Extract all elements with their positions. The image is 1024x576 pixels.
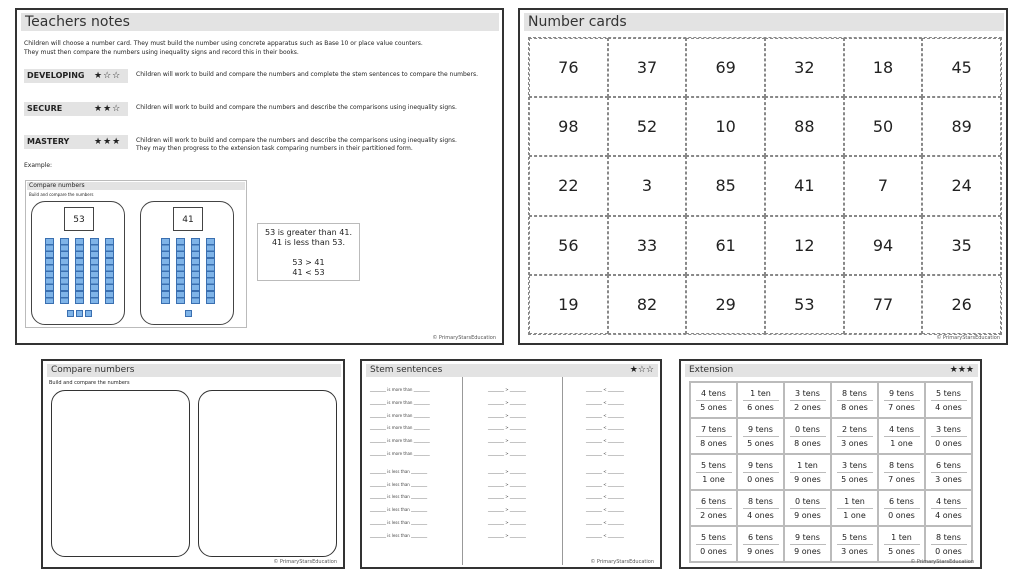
level-secure-desc: Children will work to build and compare the numbers and describe the comparisons using inequality signs. <box>136 104 457 111</box>
star-rating-icon: ★★★ <box>949 365 974 375</box>
extension-tens: 6 tens <box>936 460 961 470</box>
stem-greater-line: ________ > ________ <box>488 520 526 525</box>
extension-separator <box>743 472 779 473</box>
extension-ones: 9 ones <box>794 474 821 484</box>
extension-tens: 8 tens <box>889 460 914 470</box>
extension-grid <box>689 381 973 563</box>
tens-rod <box>60 238 69 304</box>
extension-separator <box>884 436 920 437</box>
extension-tens: 8 tens <box>842 388 867 398</box>
star-rating-icon: ★☆☆ <box>629 365 654 375</box>
extension-separator <box>837 400 873 401</box>
stem-column-less <box>586 377 656 565</box>
level-mastery <box>24 135 494 152</box>
number-card: 35 <box>922 216 1001 275</box>
extension-ones: 8 ones <box>794 438 821 448</box>
extension-panel <box>679 359 982 569</box>
extension-tens: 1 ten <box>844 496 865 506</box>
extension-card <box>690 454 737 490</box>
extension-tens: 0 tens <box>795 424 820 434</box>
stem-greater-line: ________ > ________ <box>488 387 526 392</box>
stem-sentence: ________ is less than ________ <box>370 532 428 538</box>
extension-separator <box>743 508 779 509</box>
extension-ones: 9 ones <box>794 510 821 520</box>
extension-separator <box>743 436 779 437</box>
number-card: 52 <box>608 97 687 156</box>
extension-separator <box>790 472 826 473</box>
extension-tens: 1 ten <box>891 532 912 542</box>
level-developing-desc: Children will work to build and compare the numbers and complete the stem sentences to compare the numbers. <box>136 71 478 78</box>
extension-ones: 3 ones <box>841 438 868 448</box>
extension-tens: 6 tens <box>889 496 914 506</box>
extension-ones: 1 one <box>843 510 866 520</box>
tens-rod <box>176 238 185 304</box>
extension-tens: 8 tens <box>748 496 773 506</box>
extension-ones: 0 ones <box>935 438 962 448</box>
extension-tens: 3 tens <box>795 388 820 398</box>
extension-separator <box>743 544 779 545</box>
number-card: 22 <box>529 156 608 215</box>
extension-card <box>925 454 972 490</box>
extension-card <box>690 418 737 454</box>
extension-tens: 9 tens <box>748 460 773 470</box>
extension-ones: 1 one <box>890 438 913 448</box>
extension-separator <box>931 472 967 473</box>
extension-card <box>784 454 831 490</box>
extension-ones: 7 ones <box>888 474 915 484</box>
statement: 53 > 41 <box>292 258 325 267</box>
stem-greater-line: ________ > ________ <box>488 507 526 513</box>
stem-sentence: ________ is more than ________ <box>370 451 430 456</box>
number-card: 3 <box>608 156 687 215</box>
extension-ones: 7 ones <box>888 402 915 412</box>
extension-tens: 7 tens <box>701 424 726 434</box>
ones-cube <box>76 310 83 317</box>
extension-card <box>784 526 831 562</box>
extension-tens: 6 tens <box>748 532 773 542</box>
extension-tens: 9 tens <box>748 424 773 434</box>
extension-tens: 2 tens <box>842 424 867 434</box>
stem-sentence: ________ is more than ________ <box>370 412 430 418</box>
number-card: 76 <box>529 38 608 97</box>
number-card: 41 <box>765 156 844 215</box>
stem-less-line: ________ < ________ <box>586 438 624 444</box>
extension-separator <box>931 400 967 401</box>
extension-card <box>831 490 878 526</box>
example-subtitle: Build and compare the numbers <box>29 192 94 197</box>
extension-ones: 3 ones <box>935 474 962 484</box>
extension-separator <box>743 400 779 401</box>
stem-sentences-panel <box>360 359 662 569</box>
star-rating-icon: ★★★ <box>94 137 122 147</box>
compare-numbers-subtitle: Build and compare the numbers <box>49 380 130 386</box>
stem-sentence: ________ is less than ________ <box>370 507 428 513</box>
level-mastery-desc-2: They may then progress to the extension task comparing numbers in their partitioned form. <box>136 145 413 152</box>
stem-less-line: ________ < ________ <box>586 532 624 538</box>
level-developing-label: DEVELOPING <box>24 69 128 83</box>
extension-separator <box>696 508 732 509</box>
tens-rod <box>45 238 54 304</box>
example-title: Compare numbers <box>27 182 245 190</box>
stem-greater-line: ________ > ________ <box>488 532 526 538</box>
extension-card <box>690 526 737 562</box>
extension-card <box>784 490 831 526</box>
extension-card <box>831 382 878 418</box>
stem-greater-line: ________ > ________ <box>488 468 526 474</box>
extension-tens: 0 tens <box>795 496 820 506</box>
extension-separator <box>884 472 920 473</box>
stem-sentence: ________ is more than ________ <box>370 438 430 444</box>
extension-ones: 3 ones <box>841 546 868 556</box>
ones-cube <box>185 310 192 317</box>
example-number-right: 41 <box>173 207 203 231</box>
stem-less-line: ________ < ________ <box>586 494 624 500</box>
level-mastery-label: MASTERY <box>24 135 128 149</box>
number-cards-title: Number cards <box>524 13 1004 31</box>
stem-greater-line: ________ > ________ <box>488 425 526 431</box>
number-card: 56 <box>529 216 608 275</box>
compare-numbers-title: Compare numbers <box>47 364 341 377</box>
tens-rod <box>161 238 170 304</box>
stem-less-line: ________ < ________ <box>586 451 624 456</box>
extension-card <box>784 418 831 454</box>
extension-card <box>925 490 972 526</box>
extension-tens: 5 tens <box>701 532 726 542</box>
extension-separator <box>837 472 873 473</box>
extension-ones: 0 ones <box>747 474 774 484</box>
extension-ones: 8 ones <box>841 402 868 412</box>
extension-separator <box>790 544 826 545</box>
number-card: 69 <box>686 38 765 97</box>
stem-greater-line: ________ > ________ <box>488 451 526 456</box>
number-card: 33 <box>608 216 687 275</box>
example-card-right <box>140 201 234 325</box>
extension-tens: 6 tens <box>701 496 726 506</box>
extension-card <box>690 382 737 418</box>
extension-separator <box>884 508 920 509</box>
extension-card <box>737 418 784 454</box>
extension-separator <box>696 544 732 545</box>
extension-tens: 5 tens <box>842 532 867 542</box>
extension-card <box>784 382 831 418</box>
stem-less-line: ________ < ________ <box>586 481 624 487</box>
extension-ones: 4 ones <box>747 510 774 520</box>
extension-separator <box>790 508 826 509</box>
extension-ones: 2 ones <box>794 402 821 412</box>
extension-ones: 0 ones <box>700 546 727 556</box>
level-mastery-desc-1: Children will work to build and compare the numbers and describe the comparisons using inequality signs. <box>136 137 457 144</box>
extension-separator <box>884 400 920 401</box>
stem-greater-line: ________ > ________ <box>488 494 526 500</box>
tens-rod <box>206 238 215 304</box>
extension-card <box>690 490 737 526</box>
example-statements <box>257 223 360 281</box>
number-cards-grid <box>528 37 1002 335</box>
number-card: 24 <box>922 156 1001 215</box>
extension-tens: 4 tens <box>936 496 961 506</box>
extension-separator <box>837 544 873 545</box>
tens-rod <box>191 238 200 304</box>
copyright: © PrimaryStarsEducation <box>910 559 974 565</box>
stem-sentence: ________ is more than ________ <box>370 387 430 392</box>
number-card: 45 <box>922 38 1001 97</box>
extension-ones: 9 ones <box>747 546 774 556</box>
statement: 53 is greater than 41. <box>264 228 352 237</box>
extension-separator <box>696 436 732 437</box>
tens-rod <box>75 238 84 304</box>
stem-sentences-title: Stem sentences <box>366 364 658 377</box>
stem-greater-line: ________ > ________ <box>488 438 526 444</box>
extension-card <box>737 526 784 562</box>
extension-card <box>878 454 925 490</box>
extension-tens: 3 tens <box>842 460 867 470</box>
extension-tens: 8 tens <box>936 532 961 542</box>
stem-less-line: ________ < ________ <box>586 507 624 513</box>
extension-card <box>925 526 972 562</box>
teachers-notes-panel <box>15 8 504 345</box>
copyright: © PrimaryStarsEducation <box>273 559 337 565</box>
extension-separator <box>790 400 826 401</box>
tens-rod <box>105 238 114 304</box>
number-card: 88 <box>765 97 844 156</box>
extension-ones: 6 ones <box>747 402 774 412</box>
extension-tens: 5 tens <box>936 388 961 398</box>
stem-column-more-less <box>370 377 458 565</box>
extension-ones: 2 ones <box>700 510 727 520</box>
number-cards-panel <box>518 8 1008 345</box>
stem-less-line: ________ < ________ <box>586 412 624 418</box>
stem-sentence: ________ is less than ________ <box>370 468 428 474</box>
extension-card <box>831 526 878 562</box>
extension-ones: 5 ones <box>700 402 727 412</box>
example-label: Example: <box>24 162 53 169</box>
level-mastery-desc <box>136 137 496 153</box>
example-number-left: 53 <box>64 207 94 231</box>
extension-separator <box>837 436 873 437</box>
intro-line-2: They must then compare the numbers using inequality signs and record this in their books. <box>24 49 299 56</box>
number-card: 7 <box>844 156 923 215</box>
extension-card <box>878 382 925 418</box>
stem-less-line: ________ < ________ <box>586 468 624 474</box>
number-card: 82 <box>608 275 687 334</box>
star-rating-icon: ★☆☆ <box>94 71 122 81</box>
teachers-notes-intro <box>24 39 494 57</box>
number-card: 32 <box>765 38 844 97</box>
number-card: 37 <box>608 38 687 97</box>
stem-column-greater <box>488 377 558 565</box>
extension-tens: 1 ten <box>750 388 771 398</box>
number-card: 50 <box>844 97 923 156</box>
extension-separator <box>884 544 920 545</box>
extension-ones: 1 one <box>702 474 725 484</box>
stem-sentence: ________ is more than ________ <box>370 399 430 405</box>
number-card: 26 <box>922 275 1001 334</box>
copyright: © PrimaryStarsEducation <box>936 335 1000 341</box>
extension-ones: 5 ones <box>888 546 915 556</box>
extension-separator <box>837 508 873 509</box>
level-secure-label: SECURE <box>24 102 128 116</box>
extension-ones: 4 ones <box>935 510 962 520</box>
stem-greater-line: ________ > ________ <box>488 481 526 487</box>
extension-separator <box>696 472 732 473</box>
example-worksheet <box>25 180 247 328</box>
extension-ones: 5 ones <box>841 474 868 484</box>
stem-sentence: ________ is less than ________ <box>370 481 428 487</box>
extension-separator <box>931 544 967 545</box>
column-divider <box>462 377 463 565</box>
stem-less-line: ________ < ________ <box>586 399 624 405</box>
extension-title: Extension <box>685 364 978 377</box>
statement: 41 is less than 53. <box>271 238 346 247</box>
extension-ones: 8 ones <box>700 438 727 448</box>
extension-card <box>737 490 784 526</box>
star-rating-icon: ★★☆ <box>94 104 122 114</box>
example-card-left <box>31 201 125 325</box>
column-divider <box>562 377 563 565</box>
extension-card <box>831 454 878 490</box>
extension-separator <box>790 436 826 437</box>
extension-card <box>878 418 925 454</box>
extension-separator <box>931 508 967 509</box>
number-card: 89 <box>922 97 1001 156</box>
extension-tens: 1 ten <box>797 460 818 470</box>
level-secure <box>24 102 494 116</box>
extension-separator <box>931 436 967 437</box>
number-card: 85 <box>686 156 765 215</box>
number-card: 29 <box>686 275 765 334</box>
blank-card-left <box>51 390 190 557</box>
extension-ones: 4 ones <box>935 402 962 412</box>
tens-rod <box>90 238 99 304</box>
compare-numbers-panel <box>41 359 345 569</box>
extension-tens: 3 tens <box>936 424 961 434</box>
extension-card <box>925 382 972 418</box>
number-card: 98 <box>529 97 608 156</box>
stem-sentence: ________ is more than ________ <box>370 425 430 431</box>
number-card: 53 <box>765 275 844 334</box>
statement: 41 < 53 <box>292 268 325 277</box>
extension-card <box>737 454 784 490</box>
ones-cube <box>85 310 92 317</box>
extension-ones: 0 ones <box>888 510 915 520</box>
extension-ones: 9 ones <box>794 546 821 556</box>
level-developing <box>24 69 494 83</box>
stem-less-line: ________ < ________ <box>586 520 624 525</box>
number-card: 94 <box>844 216 923 275</box>
blank-card-right <box>198 390 337 557</box>
extension-card <box>878 526 925 562</box>
number-card: 19 <box>529 275 608 334</box>
number-card: 61 <box>686 216 765 275</box>
extension-tens: 4 tens <box>889 424 914 434</box>
extension-card <box>737 382 784 418</box>
number-card: 18 <box>844 38 923 97</box>
stem-less-line: ________ < ________ <box>586 425 624 431</box>
number-card: 77 <box>844 275 923 334</box>
stem-greater-line: ________ > ________ <box>488 412 526 418</box>
extension-ones: 0 ones <box>935 546 962 556</box>
extension-tens: 9 tens <box>889 388 914 398</box>
extension-ones: 5 ones <box>747 438 774 448</box>
number-card: 12 <box>765 216 844 275</box>
copyright: © PrimaryStarsEducation <box>432 335 496 341</box>
extension-tens: 9 tens <box>795 532 820 542</box>
extension-card <box>831 418 878 454</box>
extension-separator <box>696 400 732 401</box>
extension-tens: 5 tens <box>701 460 726 470</box>
extension-tens: 4 tens <box>701 388 726 398</box>
copyright: © PrimaryStarsEducation <box>590 559 654 565</box>
intro-line-1: Children will choose a number card. They must build the number using concrete apparatus such as Base 10 or place value counters. <box>24 40 423 47</box>
ones-cube <box>67 310 74 317</box>
extension-card <box>925 418 972 454</box>
extension-card <box>878 490 925 526</box>
stem-sentence: ________ is less than ________ <box>370 520 428 525</box>
stem-less-line: ________ < ________ <box>586 387 624 392</box>
stem-greater-line: ________ > ________ <box>488 399 526 405</box>
statement-gap <box>258 248 359 258</box>
stem-sentence: ________ is less than ________ <box>370 494 428 500</box>
number-card: 10 <box>686 97 765 156</box>
teachers-notes-title: Teachers notes <box>21 13 499 31</box>
